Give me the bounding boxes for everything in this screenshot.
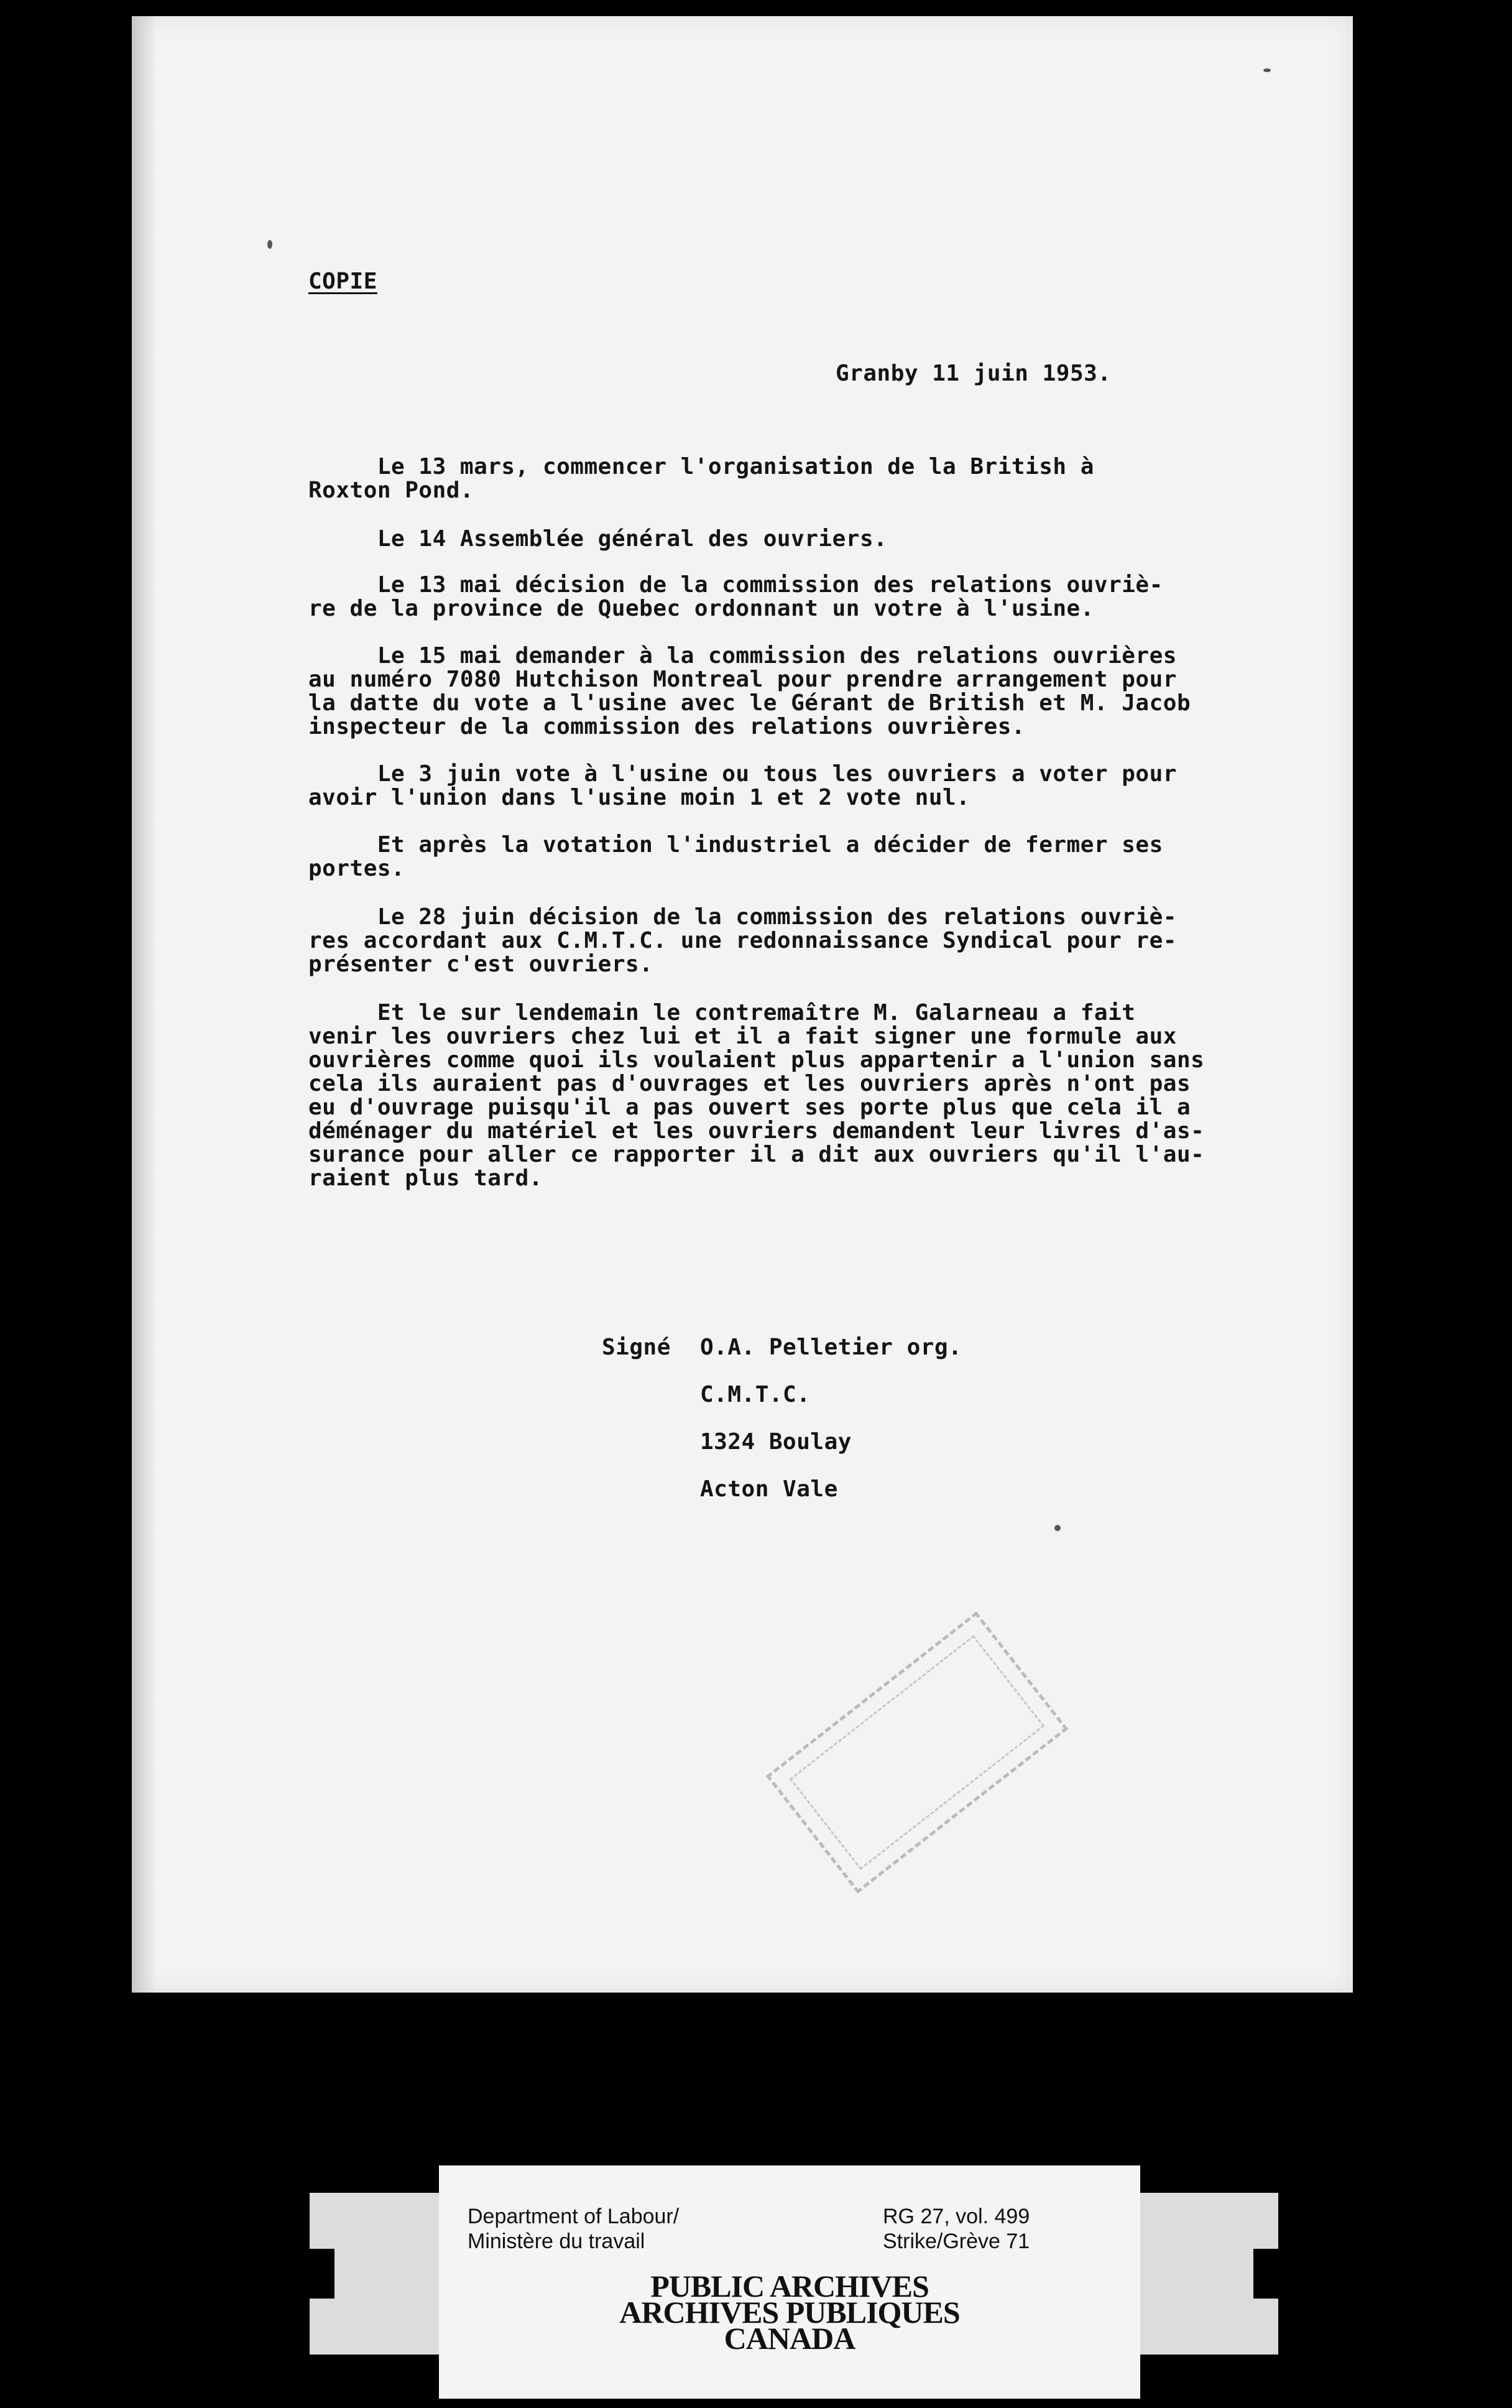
archives-country: CANADA [724,2321,855,2356]
paragraph [308,905,1353,976]
label-tab-left [310,2193,446,2355]
text-line: au numéro 7080 Hutchison Montreal pour prendre arrangement pour [308,667,1177,692]
strike-number: Strike/Grève 71 [883,2230,1030,2253]
text-line: eu d'ouvrage puisqu'il a pas ouvert ses porte plus que cela il a [308,1095,1191,1120]
department-english: Department of Labour/ [468,2205,680,2228]
received-stamp-icon [766,1611,1069,1894]
signature-union: C.M.T.C. [700,1382,811,1407]
text-line: Le 14 Assemblée général des ouvriers. [308,526,888,552]
label-notch [1253,2249,1278,2299]
text-line: Le 15 mai demander à la commission des relations ouvrières [308,643,1177,669]
text-line: Le 3 juin vote à l'usine ou tous les ouvriers a voter pour [308,761,1177,787]
copy-header: COPIE [308,269,377,294]
signature-label: Signé [602,1335,671,1360]
text-line: Le 28 juin décision de la commission des relations ouvriè- [308,904,1177,930]
text-line: Et après la votation l'industriel a décider de fermer ses [308,832,1163,858]
paragraph [308,1001,1353,1190]
signature-name: O.A. Pelletier org. [700,1335,962,1360]
text-line: inspecteur de la commission des relations ouvrières. [308,714,1026,739]
record-group-reference: RG 27, vol. 499 [883,2205,1030,2228]
sheet-shadow [132,16,157,1993]
signature-street: 1324 Boulay [700,1429,852,1455]
text-line: Le 13 mai décision de la commission des relations ouvriè- [308,572,1163,598]
department-french: Ministère du travail [468,2230,645,2253]
paragraph [308,455,1353,502]
letter-date: Granby 11 juin 1953. [836,361,1112,386]
text-line: res accordant aux C.M.T.C. une redonnaissance Syndical pour re- [308,928,1177,953]
text-line: ouvrières comme quoi ils voulaient plus appartenir a l'union sans [308,1047,1205,1073]
paper-speck [1054,1525,1061,1531]
text-line: re de la province de Quebec ordonnant un votre à l'usine. [308,596,1094,621]
paragraph [308,573,1353,621]
text-line: la datte du vote a l'usine avec le Gérant de British et M. Jacob [308,690,1191,716]
text-line: déménager du matériel et les ouvriers demandent leur livres d'as- [308,1118,1205,1144]
paragraph [308,762,1353,810]
text-line: raient plus tard. [308,1165,543,1191]
text-line: venir les ouvriers chez lui et il a fait signer une formule aux [308,1024,1177,1049]
label-tab-right [1135,2193,1278,2355]
text-line: surance pour aller ce rapporter il a dit aux ouvriers qu'il l'au- [308,1142,1205,1167]
text-line: Roxton Pond. [308,478,474,503]
text-line: avoir l'union dans l'usine moin 1 et 2 vote nul. [308,785,970,810]
paragraph [308,527,1353,551]
text-line: cela ils auraient pas d'ouvrages et les ouvriers après n'ont pas [308,1071,1191,1096]
paper-speck [1263,68,1271,72]
archives-label [439,2165,1140,2399]
archives-name-french: ARCHIVES PUBLIQUES [619,2295,960,2330]
text-line: Et le sur lendemain le contremaître M. Galarneau a fait [308,1000,1136,1026]
archives-name-english: PUBLIC ARCHIVES [650,2269,929,2304]
text-line: présenter c'est ouvriers. [308,952,653,977]
letter-sheet [132,16,1353,1993]
text-line: Le 13 mars, commencer l'organisation de la British à [308,454,1094,479]
label-notch [310,2249,334,2299]
paragraph [308,644,1353,739]
text-line: portes. [308,856,405,881]
stamp-inner-border [790,1635,1045,1870]
paper-speck [267,240,272,249]
signature-city: Acton Vale [700,1476,838,1502]
paragraph [308,833,1353,881]
